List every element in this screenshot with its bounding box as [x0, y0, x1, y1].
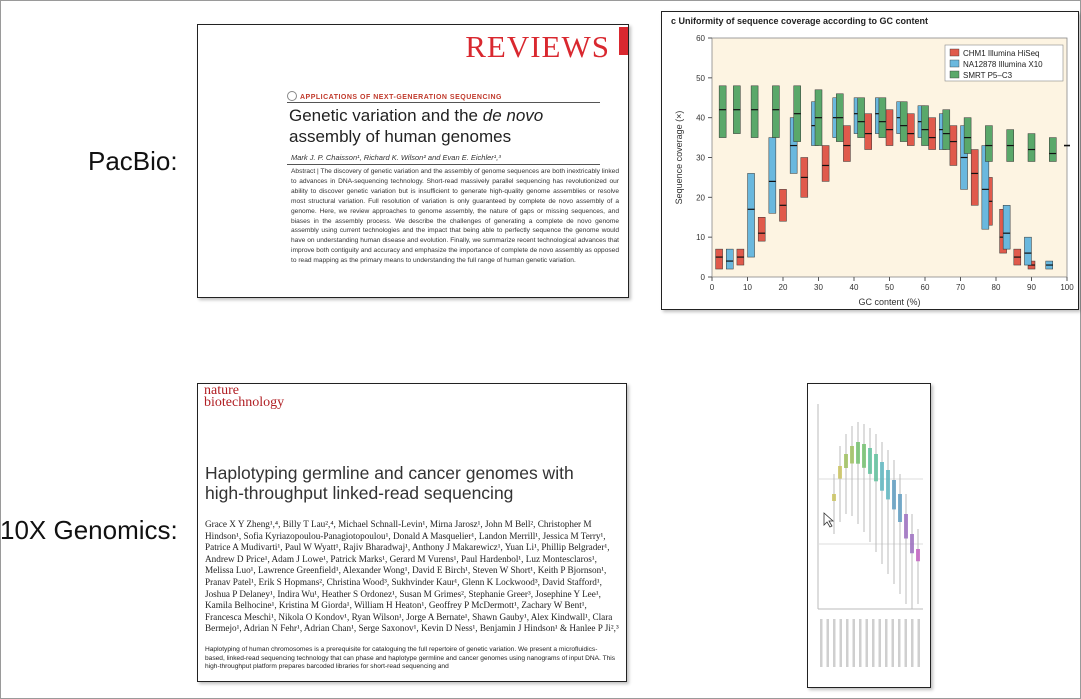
figure-tick-label — [885, 619, 888, 667]
x-tick-label: 20 — [778, 283, 788, 292]
figure-box — [862, 444, 866, 468]
figure-box — [916, 549, 920, 561]
figure-box — [868, 448, 872, 474]
figure-box — [892, 480, 896, 509]
y-tick-label: 0 — [700, 273, 705, 282]
series-label: APPLICATIONS OF NEXT-GENERATION SEQUENCING — [287, 91, 502, 101]
x-tick-label: 60 — [920, 283, 930, 292]
box — [751, 86, 758, 138]
box — [1028, 134, 1035, 162]
title-rule-bottom — [287, 164, 600, 165]
box — [964, 118, 971, 154]
gc-coverage-chart — [662, 12, 1078, 309]
cropped-figure-panel — [807, 383, 931, 688]
y-tick-label: 40 — [696, 113, 705, 123]
paper-abstract: Haplotyping of human chromosomes is a prerequisite for cataloguing the full repertoire of genetic variation. We present a microfluidics-based, linked-read sequencing technology that can phase and haplotype germline and cancer genomes using nanograms of input DNA. This high-throughput platform prepares barcoded libraries for short-read sequencing and — [205, 646, 616, 671]
title-rule-top — [287, 102, 600, 103]
figure-tick-label — [879, 619, 882, 667]
figure-box — [886, 470, 890, 499]
box — [907, 114, 914, 146]
figure-tick-label — [905, 619, 908, 667]
x-tick-label: 40 — [849, 283, 859, 292]
figure-tick-label — [892, 619, 895, 667]
y-tick-label: 60 — [696, 34, 705, 43]
box — [748, 173, 755, 257]
paper-abstract: Abstract | The discovery of genetic variation and the assembly of genome sequences are both inextricably linked to advances in DNA-sequencing technology. Short-read massively parallel sequencing has revolutionized our ability to discover genetic variation but is insufficient to generate high-quality genome assemblies or resolve most structural variation. Full resolution of variation is only guaranteed by complete de novo assembly of a genome. Here, we review approaches to genome assembly, the nature of gaps or missing sequences, and biases in the assembly process. We describe the challenges of generating a complete de novo genome assembly using current technologies and the impact that being able to perfectly sequence the genome would have on understanding human disease and evolution. Finally, we summarize recent technological advances that improve both contiguity and accuracy and emphasize the importance of complete de novo assembly as opposed to read mapping as the primary means to understanding the full range of human genetic variation. — [291, 168, 619, 265]
figure-tick-labels — [820, 619, 920, 667]
figure-box — [832, 494, 836, 501]
paper-title: Haplotyping germline and cancer genomes with high-throughput linked-read sequencing — [205, 463, 574, 503]
figure-tick-label — [918, 619, 921, 667]
journal-logo: nature biotechnology — [204, 383, 285, 410]
box — [971, 150, 978, 206]
figure-tick-label — [827, 619, 830, 667]
x-tick-label: 10 — [743, 283, 752, 292]
box — [758, 217, 765, 241]
x-axis-label: GC content (%) — [858, 297, 921, 307]
figure-box — [838, 466, 842, 479]
figure-boxes — [832, 422, 920, 609]
journal-section-header: REVIEWS — [465, 29, 610, 64]
figure-box — [904, 514, 908, 539]
chart-title: c Uniformity of sequence coverage according to GC content — [671, 16, 929, 26]
box — [950, 126, 957, 166]
figure-box — [898, 494, 902, 522]
figure-tick-label — [859, 619, 862, 667]
box — [769, 138, 776, 214]
figure-tick-label — [853, 619, 856, 667]
figure-tick-label — [833, 619, 836, 667]
box — [843, 126, 850, 162]
y-axis-label: Sequence coverage (×) — [674, 110, 684, 205]
paper-authors: Mark J. P. Chaisson¹, Richard K. Wilson² and Evan E. Eichler¹,³ — [291, 153, 501, 162]
box — [858, 98, 865, 138]
legend-swatch — [950, 60, 959, 67]
paper-authors: Grace X Y Zheng¹,⁴, Billy T Lau²,⁴, Michael Schnall-Levin¹, Mirna Jarosz¹, John M Bell², Christopher M Hindson¹, Sofia Kyriazopoulou-Panagiotopoulou¹, Donald A Masquelier¹, Landon Merrill¹, Jessica M Terry¹, Patrice A Mudivarti¹, Paul W Wyatt¹, Rajiv Bharadwaj¹, Anthony J Makarewicz¹, Yuan Li¹, Phillip Belgrader¹, Andrew D Price¹, Adam J Lowe¹, Patrick Marks¹, Gerard M Vurens¹, Paul Hardenbol¹, Luz Montesclaros¹, Melissa Luo¹, Lawrence Greenfield¹, Alexander Wong¹, David E Birch¹, Steven W Short¹, Keith P Bjornson¹, Pranav Patel¹, Erik S Hopmans², Christina Wood³, Sukhvinder Kaur¹, Glenn K Lockwood³, David Stafford¹, Joshua P Delaney¹, Indira Wu¹, Heather S Ordonez¹, Susan M Grimes², Stephanie Greer³, Josephine Y Lee¹, Kamila Belhocine¹, Kristina M Giorda¹, William H Heaton¹, Geoffrey P McDermott¹, Zachary W Bent¹, Francesca Meschi¹, Nikola O Kondov¹, Ryan Wilson¹, Jorge A Bernate¹, Shawn Gauby¹, Alex Kindwall¹, Clara Bermejo¹, Adrian N Fehr¹, Adrian Chan¹, Serge Saxonov¹, Kevin D Ness¹, Benjamin J Hindson¹ & Hanlee P Ji²,³ — [205, 519, 619, 634]
legend-label: CHM1 Illumina HiSeq — [963, 49, 1040, 58]
pacbio-label: PacBio: — [88, 146, 178, 176]
legend-swatch — [950, 49, 959, 56]
y-tick-label: 30 — [696, 153, 705, 163]
box — [985, 126, 992, 162]
gc-coverage-chart-panel — [661, 11, 1079, 310]
legend-label: SMRT P5–C3 — [963, 71, 1013, 80]
figure-box — [850, 446, 854, 464]
x-tick-label: 80 — [991, 283, 1001, 292]
legend-swatch — [950, 71, 959, 78]
x-tick-label: 30 — [814, 283, 823, 292]
figure-tick-label — [866, 619, 869, 667]
box — [886, 110, 893, 146]
figure-box — [874, 454, 878, 481]
box — [1003, 205, 1010, 249]
box — [865, 114, 872, 150]
box — [922, 106, 929, 146]
x-tick-label: 70 — [956, 283, 965, 292]
box — [879, 98, 886, 138]
box — [900, 102, 907, 142]
figure-tick-label — [872, 619, 875, 667]
box — [719, 86, 726, 138]
x-tick-label: 0 — [709, 283, 715, 292]
paper-title: Genetic variation and the de novo assembly of human genomes — [289, 106, 544, 146]
pacbio-review-paper — [197, 24, 629, 298]
y-tick-label: 10 — [696, 233, 705, 243]
box — [1049, 138, 1056, 162]
figure-tick-label — [846, 619, 849, 667]
box — [726, 249, 733, 269]
x-tick-label: 50 — [885, 283, 894, 292]
tenx-genomics-label: 10X Genomics: — [0, 515, 178, 545]
box — [772, 86, 779, 138]
figure-box — [910, 534, 914, 553]
box — [1024, 237, 1031, 265]
x-tick-label: 90 — [1027, 283, 1036, 292]
box — [943, 110, 950, 150]
figure-tick-label — [911, 619, 914, 667]
figure-box — [880, 462, 884, 491]
y-tick-label: 50 — [696, 73, 705, 83]
figure-box — [844, 454, 848, 468]
x-tick-label: 100 — [1060, 283, 1074, 292]
header-accent-bar — [619, 27, 628, 55]
mouse-cursor-icon — [824, 513, 833, 527]
figure-tick-label — [820, 619, 823, 667]
y-tick-label: 20 — [696, 193, 705, 203]
series-bullet-icon — [287, 91, 297, 101]
tenx-paper — [197, 383, 627, 682]
cropped-figure — [808, 384, 930, 687]
figure-tick-label — [840, 619, 843, 667]
figure-box — [856, 442, 860, 464]
box — [822, 146, 829, 182]
box — [929, 118, 936, 150]
legend-label: NA12878 Illumina X10 — [963, 60, 1043, 69]
box — [716, 249, 723, 269]
figure-tick-label — [898, 619, 901, 667]
